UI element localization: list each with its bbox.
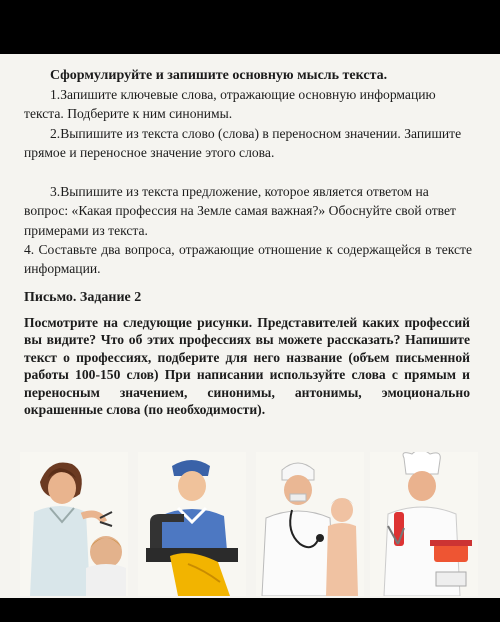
document-page <box>0 54 500 598</box>
document-title: Сформулируйте и запишите основную мысль текста. <box>50 68 388 83</box>
task-3: 3.Выпишите из текста предложение, которое является ответом на вопрос: «Какая профессия на Земле самая важная?» Обоснуйте свой ответ примерами из текста. <box>24 184 456 238</box>
doctor-illustration <box>256 452 364 596</box>
hairdresser-illustration <box>20 452 128 596</box>
cook-illustration <box>370 452 478 596</box>
task-4: 4. Составьте два вопроса, отражающие отношение к содержащейся в тексте информации. <box>24 242 472 277</box>
task-2: 2.Выпишите из текста слово (слова) в переносном значении. Запишите прямое и переносное значение этого слова. <box>24 126 462 161</box>
task-1: 1.Запишите ключевые слова, отражающие основную информацию текста. Подберите к ним синонимы. <box>24 87 436 122</box>
seamstress-illustration <box>138 452 246 596</box>
profession-illustrations <box>20 452 478 596</box>
assignment-text: Посмотрите на следующие рисунки. Представителей каких профессий вы видите? Что об этих профессиях вы можете рассказать? Напишите текст о профессиях, подберите для него название (объем письменной работы 100-150 слов) При написании используйте слова с прямым и переносным значением, синонимы, антонимы, эмоционально окрашенные слова (по необходимости). <box>24 315 470 418</box>
letter-heading: Письмо. Задание 2 <box>24 290 142 305</box>
